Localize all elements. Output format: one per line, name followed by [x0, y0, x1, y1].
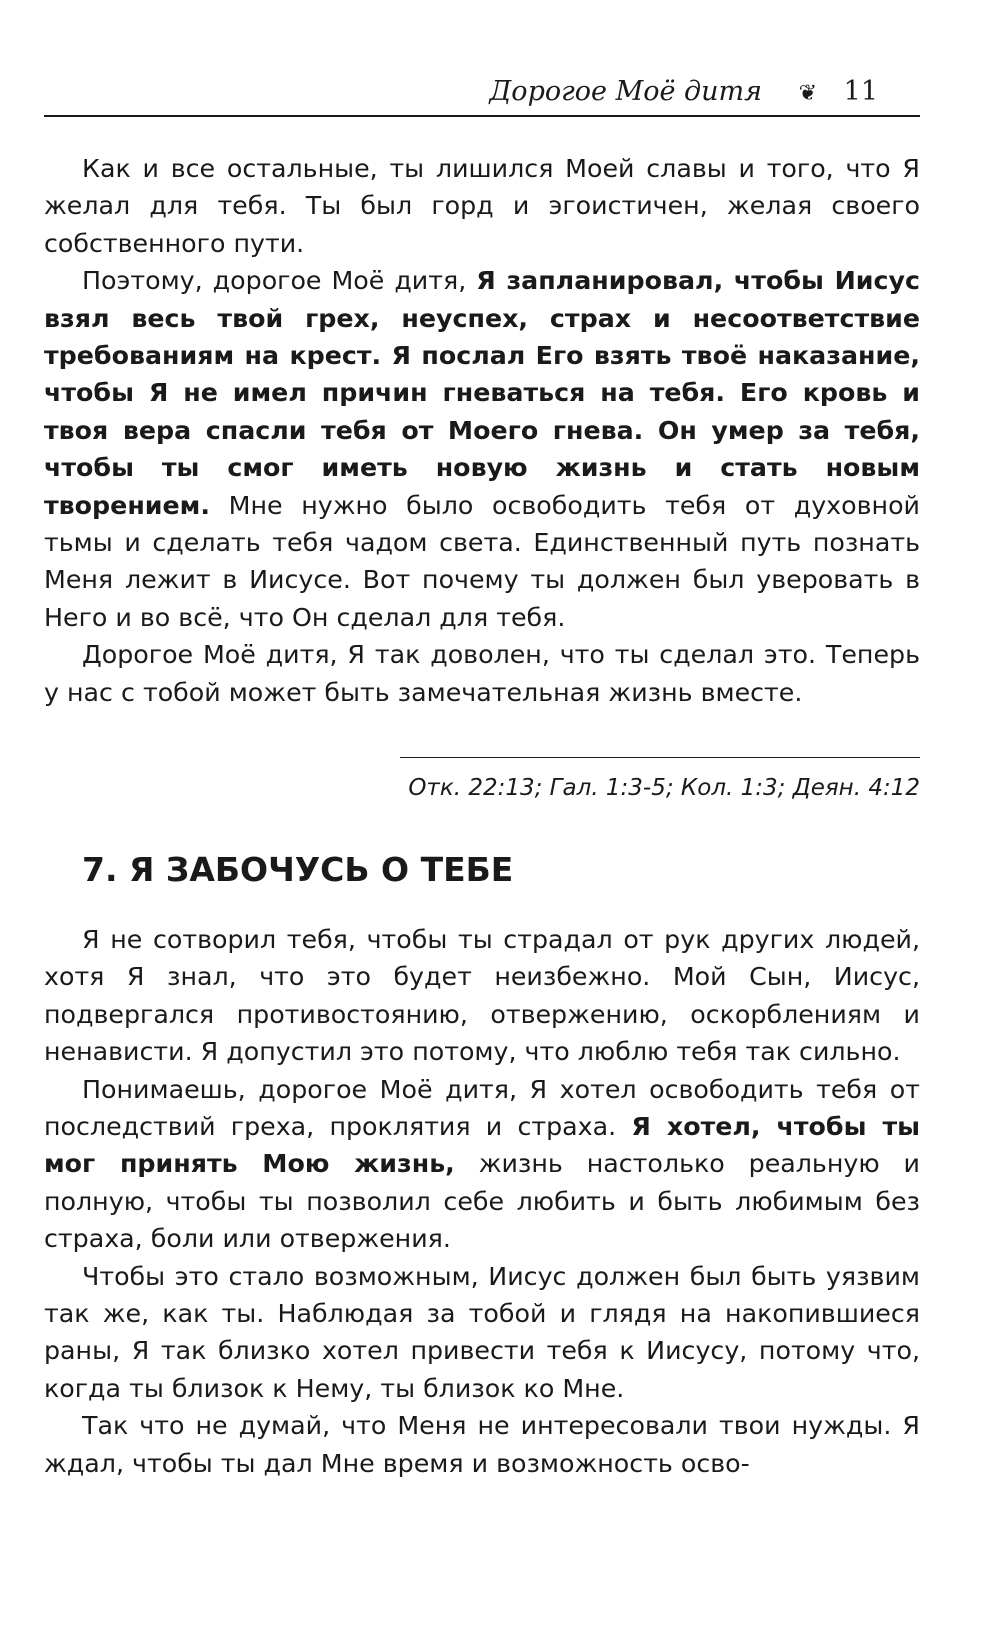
page-number: 11	[843, 76, 878, 107]
running-head-title: Дорогое Моё дитя	[489, 76, 763, 107]
paragraph: Дорогое Моё дитя, Я так доволен, что ты сделал это. Теперь у нас с тобой может быть замечательная жизнь вместе.	[44, 640, 920, 707]
running-header	[44, 70, 920, 114]
fleuron-icon: ❦	[798, 81, 818, 106]
paragraph: Так что не думай, что Меня не интересовали твои нужды. Я ждал, чтобы ты дал Мне время и возможность осво-	[44, 1411, 920, 1478]
paragraph: Как и все остальные, ты лишился Моей славы и того, что Я желал для тебя. Ты был горд и эгоистичен, желая своего собственного пути.	[44, 154, 920, 258]
references-rule	[400, 757, 920, 758]
paragraph: Чтобы это стало возможным, Иисус должен был быть уязвим так же, как ты. Наблюдая за тобой и глядя на накопившиеся раны, Я так близко хотел привести тебя к Иисусу, потому что, когда ты близок к Нему, ты близок ко Мне.	[44, 1261, 920, 1403]
paragraph: Поэтому, дорогое Моё дитя, Я запланировал, чтобы Иисус взял весь твой грех, неуспех, страх и несоответствие требованиям на крест. Я послал Его взять твоё наказание, чтобы Я не имел причин гневаться на тебя. Его кровь и твоя вера спасли тебя от Моего гнева. Он умер за тебя, чтобы ты смог иметь новую жизнь и стать новым творением. Мне нужно было освободить тебя от духовной тьмы и сделать тебя чадом света. Единственный путь познать Меня лежит в Иисусе. Вот почему ты должен был уверовать в Него и во всё, что Он сделал для тебя.	[44, 266, 920, 632]
paragraph: Я не сотворил тебя, чтобы ты страдал от рук других людей, хотя Я знал, что это будет неизбежно. Мой Сын, Иисус, подвергался противостоянию, отвержению, оскорблениям и ненависти. Я допустил это потому, что люблю тебя так сильно.	[44, 925, 920, 1067]
header-rule	[44, 115, 920, 117]
previous-section-text	[44, 150, 920, 711]
scripture-references: Отк. 22:13; Гал. 1:3-5; Кол. 1:3; Деян. 4:12	[408, 775, 920, 801]
chapter-text	[44, 921, 920, 1482]
paragraph: Понимаешь, дорогое Моё дитя, Я хотел освободить тебя от последствий греха, проклятия и страха. Я хотел, чтобы ты мог принять Мою жизнь, жизнь настолько реальную и полную, чтобы ты позволил себе любить и быть любимым без страха, боли или отвержения.	[44, 1074, 920, 1254]
chapter-title: 7. Я ЗАБОЧУСЬ О ТЕБЕ	[82, 850, 514, 889]
